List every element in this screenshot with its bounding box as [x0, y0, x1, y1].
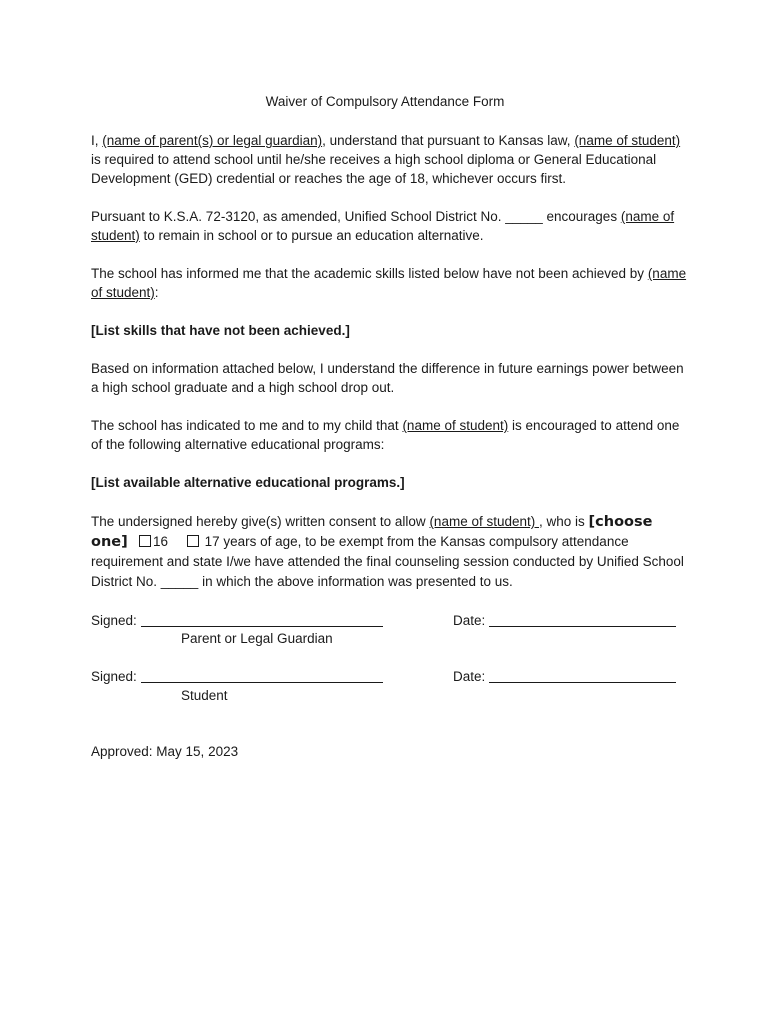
- student-role-label: Student: [181, 688, 228, 703]
- text: :: [154, 285, 159, 300]
- intro-paragraph: [91, 131, 691, 188]
- text: The undersigned hereby give(s) written consent to allow: [91, 514, 430, 529]
- signed-label: Signed:: [91, 613, 137, 628]
- date-label: Date:: [453, 669, 486, 684]
- student-name-field[interactable]: (name of student): [429, 514, 539, 529]
- form-title: Waiver of Compulsory Attendance Form: [265, 94, 505, 109]
- signed-label: Signed:: [91, 669, 137, 684]
- consent-paragraph: [91, 512, 691, 592]
- district-paragraph: [91, 207, 691, 245]
- skills-paragraph: [91, 264, 691, 302]
- skills-placeholder: [List skills that have not been achieved.]: [91, 323, 350, 338]
- age-17-label: 17 years of age: [204, 534, 298, 549]
- parent-signature-field[interactable]: [141, 612, 383, 627]
- text: is encouraged to attend one of the following alternative educational programs:: [91, 418, 680, 452]
- text: Pursuant to K.S.A. 72-3120, as amended, Unified School District No.: [91, 209, 506, 224]
- parent-signature-row: [91, 612, 383, 628]
- text: encourages: [542, 209, 621, 224]
- text: I,: [91, 133, 103, 148]
- text: The school has informed me that the academic skills listed below have not been achieved by: [91, 266, 648, 281]
- student-name-field[interactable]: (name of student): [91, 266, 687, 300]
- student-date-row: [453, 668, 676, 684]
- parent-role-label: Parent or Legal Guardian: [181, 631, 333, 646]
- student-date-field[interactable]: [489, 668, 676, 683]
- text: is required to attend school until he/she receives a high school diploma or General Educational Development (GED) credential or reaches the age of 18, whichever occurs first.: [91, 152, 657, 186]
- guardian-name-field[interactable]: (name of parent(s) or legal guardian): [102, 133, 323, 148]
- text: The school has indicated to me and to my child that: [91, 418, 403, 433]
- text: to remain in school or to pursue an education alternative.: [139, 228, 484, 243]
- student-name-field[interactable]: (name of student): [574, 133, 681, 148]
- choose-one-label: [choose one]: [91, 514, 653, 550]
- district-number-field[interactable]: _____: [505, 209, 543, 224]
- parent-date-field[interactable]: [489, 612, 676, 627]
- student-name-field[interactable]: (name of student): [91, 209, 675, 243]
- student-signature-field[interactable]: [141, 668, 383, 683]
- earnings-paragraph: Based on information attached below, I understand the difference in future earnings power between a high school graduate and a high school drop out.: [91, 361, 684, 395]
- text: , understand that pursuant to Kansas law,: [322, 133, 575, 148]
- text: , who is: [539, 514, 589, 529]
- district-number-field[interactable]: _____: [160, 574, 199, 589]
- text: in which the above information was presented to us.: [198, 574, 513, 589]
- student-signature-row: [91, 668, 383, 684]
- programs-placeholder: [List available alternative educational programs.]: [91, 475, 405, 490]
- date-label: Date:: [453, 613, 486, 628]
- parent-date-row: [453, 612, 676, 628]
- text: , to be exempt from the Kansas compulsory attendance requirement and state I/we have attended the final counseling session conducted by Unified School District No.: [91, 534, 684, 589]
- age-17-checkbox[interactable]: [187, 535, 199, 547]
- age-16-checkbox[interactable]: [139, 535, 151, 547]
- age-16-label: 16: [153, 534, 169, 549]
- approved-date: Approved: May 15, 2023: [91, 744, 239, 759]
- student-name-field[interactable]: (name of student): [402, 418, 509, 433]
- programs-paragraph: [91, 416, 691, 454]
